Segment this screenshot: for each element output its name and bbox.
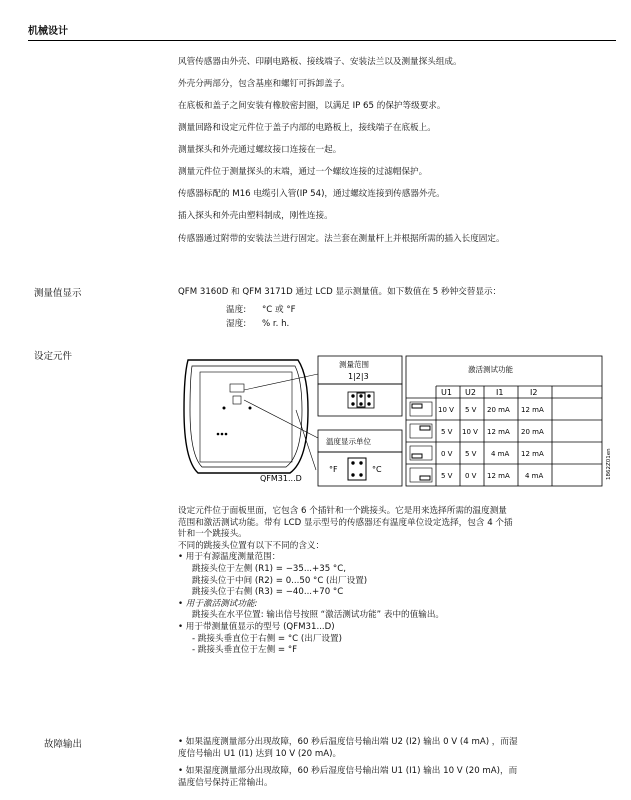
fault-line: 温度信号保持正常输出。 (178, 777, 273, 788)
test-table-grid (406, 356, 602, 486)
table-cell: 12 mA (487, 428, 510, 436)
table-cell: 5 V (465, 406, 477, 414)
setting-element-figure (178, 350, 618, 490)
intro-line: 插入探头和外壳由塑料制成，刚性连接。 (178, 211, 333, 221)
table-cell: 5 V (441, 428, 453, 436)
intro-line: 测量元件位于测量探头的末端，通过一个螺纹连接的过滤帽保护。 (178, 167, 428, 177)
fault-line: • 如果湿度测量部分出现故障，60 秒后湿度信号输出端 U1 (I1) 输出 10 V (20 mA)，而 (178, 766, 518, 777)
range-numbers: 1|2|3 (348, 372, 369, 381)
table-cell: 4 mA (491, 450, 510, 458)
intro-line: 外壳分两部分，包含基座和螺钉可拆卸盖子。 (178, 79, 350, 89)
section-label-setting: 设定元件 (34, 351, 73, 362)
bullet-item: 跳接头位于中间 (R2) = 0...50 °C (出厂设置) (192, 575, 368, 586)
table-cell: 12 mA (521, 450, 544, 458)
display-row-value: % r. h. (262, 319, 290, 329)
table-cell: 0 V (465, 472, 477, 480)
bullet-item: - 跳接头垂直位于右侧 = °C (出厂设置) (192, 633, 342, 644)
col-header-u1: U1 (441, 388, 452, 397)
section-label-fault: 故障输出 (44, 739, 83, 750)
range-title: 测量范围 (339, 360, 369, 369)
display-description: QFM 3160D 和 QFM 3171D 通过 LCD 显示测量值。如下数值在 5 秒钟交替显示： (178, 287, 502, 297)
table-cell: 20 mA (521, 428, 544, 436)
col-header-u2: U2 (465, 388, 476, 397)
setting-description (178, 506, 513, 657)
bullet-heading: • 用于激活测试功能: (178, 598, 258, 609)
table-cell: 10 V (438, 406, 454, 414)
intro-line: 测量探头和外壳通过螺纹接口连接在一起。 (178, 145, 342, 155)
col-header-i1: I1 (496, 388, 504, 397)
bullet-item: 跳接头位于右侧 (R3) = −40...+70 °C (192, 587, 344, 598)
table-cell: 5 V (465, 450, 477, 458)
unit-fahrenheit: °F (329, 465, 338, 474)
fault-line: • 如果温度测量部分出现故障，60 秒后温度信号输出端 U2 (I2) 输出 0 V (4 mA) ，而湿 (178, 737, 518, 747)
unit-title: 温度显示单位 (326, 437, 371, 446)
table-cell: 5 V (441, 472, 453, 480)
model-label: QFM31...D (260, 474, 302, 483)
intro-line: 在底板和盖子之间安装有橡胶密封圈，以满足 IP 65 的保护等级要求。 (178, 101, 446, 111)
bullet-heading: • 用于有源温度测量范围： (178, 552, 281, 563)
bullet-heading: • 用于带测量值显示的型号 (QFM31...D) (178, 621, 335, 632)
display-row-key: 温度: (226, 305, 247, 315)
intro-line: 测量回路和设定元件位于盖子内部的电路板上，接线端子在底板上。 (178, 123, 436, 133)
intro-line: 传感器标配的 M16 电缆引入管(IP 54)，通过螺纹连接到传感器外壳。 (178, 189, 445, 199)
table-cell: 12 mA (487, 472, 510, 480)
unit-celsius: °C (372, 465, 382, 474)
device-housing-drawing (184, 360, 318, 473)
col-header-i2: I2 (530, 388, 538, 397)
table-cell: 4 mA (525, 472, 544, 480)
fault-line: 度信号输出 U1 (I1) 达到 10 V (20 mA)。 (178, 748, 342, 759)
setting-line: 范围和激活测试功能。带有 LCD 显示型号的传感器还有温度单位设定选择，包含 4 个插 (178, 517, 513, 528)
table-cell: 12 mA (521, 406, 544, 414)
setting-line: 不同的跳接头位置有以下不同的含义： (178, 540, 325, 551)
display-row-value: °C 或 °F (262, 305, 296, 315)
bullet-item: 跳接头在水平位置: 输出信号按照 “激活测试功能” 表中的值输出。 (192, 610, 445, 621)
table-cell: 10 V (462, 428, 478, 436)
test-table-title: 激活测试功能 (468, 365, 513, 374)
display-row-key: 湿度: (226, 319, 247, 329)
fault-description (178, 737, 518, 789)
intro-line: 风管传感器由外壳、印刷电路板、接线端子、安装法兰以及测量探头组成。 (178, 57, 462, 67)
bullet-item: 跳接头位于左侧 (R1) = −35...+35 °C, (192, 563, 346, 574)
bullet-item: - 跳接头垂直位于左侧 = °F (192, 645, 298, 656)
setting-line: 针和一个跳接头。 (178, 529, 247, 540)
table-cell: 20 mA (487, 406, 510, 414)
figure-side-code: 1862Z01en (606, 448, 612, 480)
page-header-title: 机械设计 (28, 26, 68, 37)
setting-line: 设定元件位于面板里面，它包含 6 个插针和一个跳接头。它是用来选择所需的温度测量 (178, 506, 507, 516)
intro-line: 传感器通过附带的安装法兰进行固定。法兰套在测量杆上并根据所需的插入长度固定。 (178, 234, 505, 244)
table-cell: 0 V (441, 450, 453, 458)
section-label-display: 测量值显示 (34, 288, 82, 299)
header-rule (28, 40, 616, 41)
